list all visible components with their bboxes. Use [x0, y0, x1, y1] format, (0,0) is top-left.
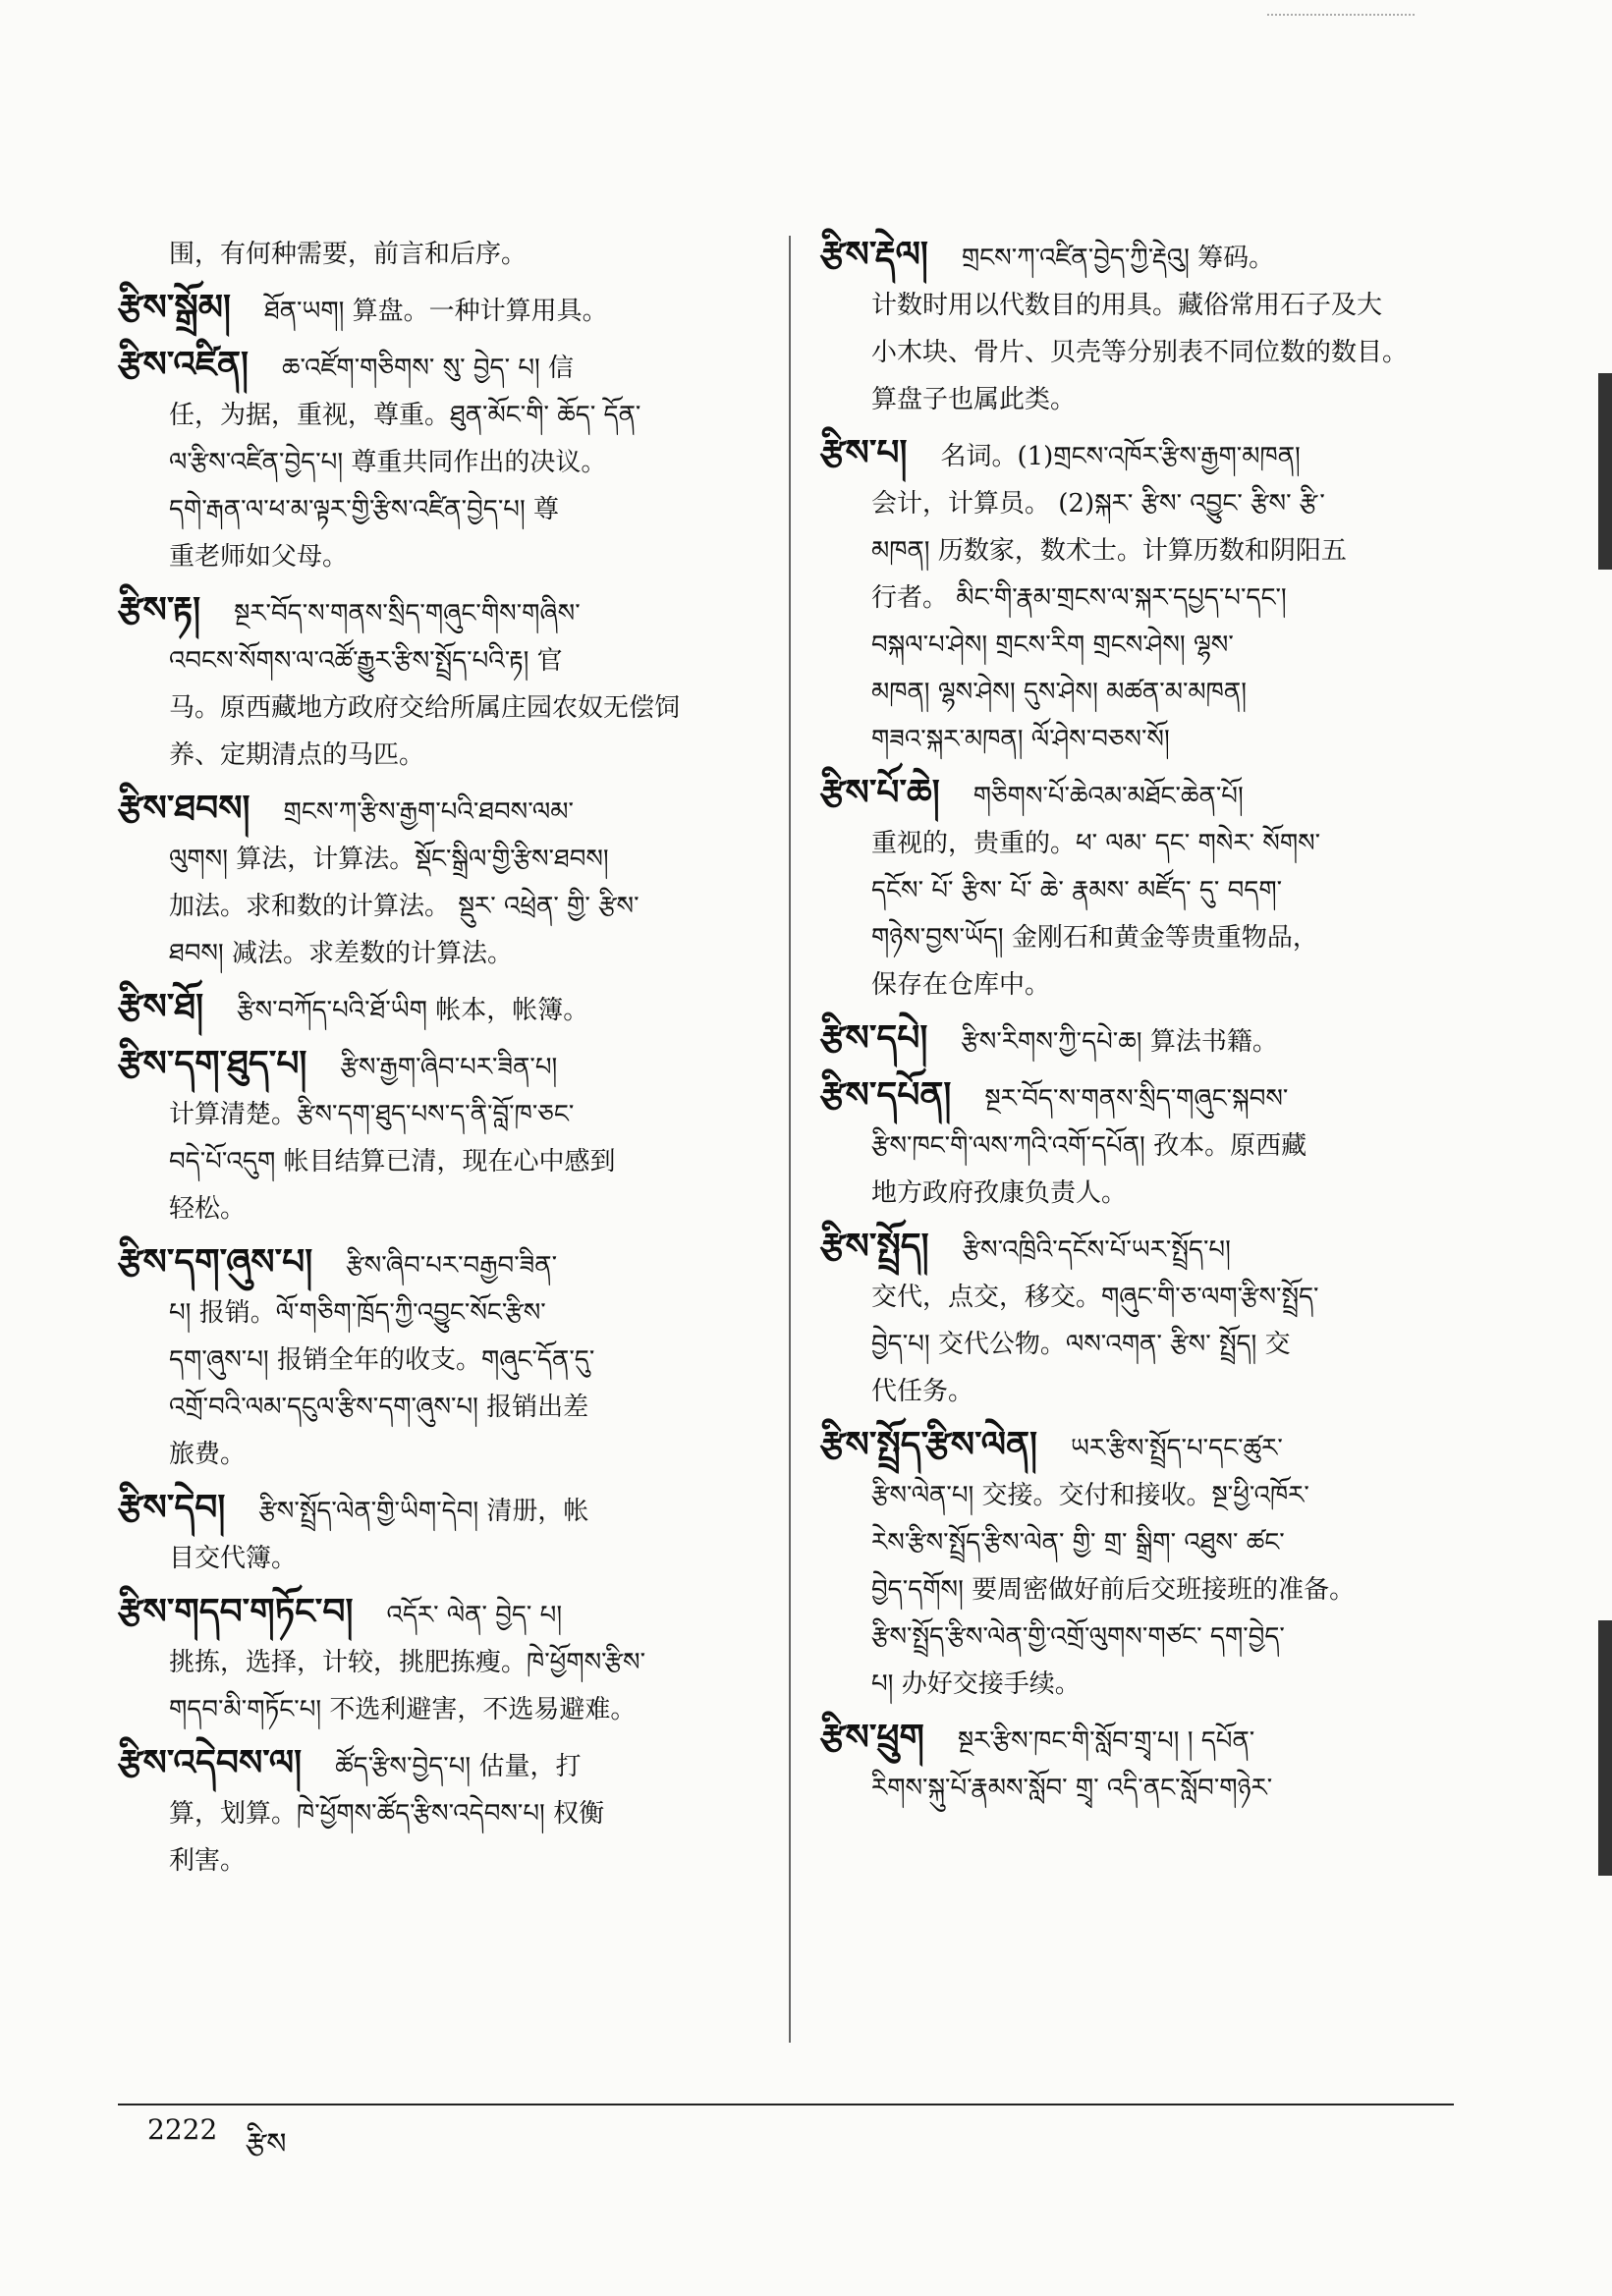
- entry-text: གཉེས་བྱས་ཡོད། 金刚石和黄金等贵重物品，: [871, 923, 1318, 953]
- entry-text: ཡར་རྩིས་སྤྲོད་པ་དང་ཚུར་: [1071, 1434, 1283, 1463]
- headword: རྩིས་སྤྲོད་རྩིས་ལེན།: [820, 1424, 1038, 1465]
- headword: རྩིས་པོ་ཆེ།: [820, 772, 940, 813]
- entry-text: 重老师如父母。: [169, 542, 349, 572]
- dictionary-entry: [820, 1071, 1469, 1217]
- entry-text: རྩིས་བཀོད་པའི་ཐོ་ཡིག 帐本，帐簿。: [237, 996, 589, 1025]
- entry-line: [118, 1337, 761, 1384]
- entry-line: [820, 574, 1469, 622]
- entry-text: 重视的，贵重的。ཕ་ ལམ་ དང་ གསེར་ སོགས་: [871, 829, 1321, 858]
- entry-text: རྩིས་སྤྲོད་ལེན་གྱི་ཡིག་དེབ། 清册，帐: [258, 1497, 589, 1526]
- entry-line: [118, 486, 761, 533]
- dictionary-entry: [820, 1714, 1469, 1812]
- headword: རྩིས་ཕྲུག: [820, 1717, 924, 1758]
- entry-line: [118, 341, 761, 392]
- entry-line: [118, 1040, 761, 1091]
- entry-line: [118, 1431, 761, 1478]
- entry-text: བསྐལ་པ་ཤེས། གྲངས་རིག གྲངས་ཤེས། ལྷས་: [871, 630, 1234, 660]
- entry-line: [820, 480, 1469, 527]
- entry-line: [118, 533, 761, 580]
- dictionary-entry: [820, 769, 1469, 1009]
- entry-line: [820, 1421, 1469, 1472]
- entry-text: 轻松。: [169, 1194, 247, 1224]
- entry-text: 行者。 མིང་གི་རྣམ་གྲངས་ལ་སྐར་དཔྱད་པ་དང་།: [871, 583, 1287, 613]
- entry-text: 围，有何种需要，前言和后序。: [169, 240, 528, 269]
- entry-line: [820, 1661, 1469, 1708]
- headword: རྩིས་སྒྲོམ།: [118, 287, 231, 328]
- dictionary-entry: [118, 1238, 761, 1478]
- entry-text: ཐོན་ཡག། 算盘。一种计算用具。: [263, 297, 608, 326]
- entry-text: བྱེད་དགོས། 要周密做好前后交班接班的准备。: [871, 1575, 1356, 1605]
- headword: རྩིས་དཔེ།: [820, 1017, 928, 1059]
- headword: རྩིས་ཐོ།: [118, 986, 204, 1027]
- entry-line: [820, 1170, 1469, 1217]
- scan-edge-mark: [1598, 373, 1612, 570]
- entry-text: པ། 报销。ལོ་གཅིག་ཁྲོད་ཀྱི་འབྱུང་སོང་རྩིས་: [169, 1298, 546, 1328]
- entry-text: 计数时用以代数目的用具。藏俗常用石子及大: [871, 291, 1383, 320]
- entry-text: 地方政府孜康负责人。: [871, 1178, 1128, 1208]
- entry-line: [820, 1765, 1469, 1812]
- entry-text: འགྲོ་བའི་ལམ་དངུལ་རྩིས་དག་ཞུས་པ། 报销出差: [169, 1393, 589, 1422]
- entry-line: [820, 1122, 1469, 1170]
- scan-artifact: [1267, 14, 1415, 16]
- dictionary-entry: [118, 785, 761, 977]
- dictionary-entry: [118, 341, 761, 580]
- scan-edge-mark: [1598, 1620, 1612, 1876]
- dictionary-entry: [820, 1421, 1469, 1708]
- dictionary-entry: [118, 1739, 761, 1885]
- entry-text: ཚོད་རྩིས་བྱེད་པ། 估量，打: [335, 1752, 582, 1781]
- entry-line: [118, 1639, 761, 1686]
- headword: རྩིས་སྤྲོད།: [820, 1226, 929, 1267]
- entry-line: [118, 1289, 761, 1337]
- entry-text: 小木块、骨片、贝壳等分别表不同位数的数目。: [871, 338, 1409, 367]
- entry-text: རྩིས་སྤྲོད་རྩིས་ལེན་གྱི་འགྲོ་ལུགས་གཙང་ དག་བྱེད་: [871, 1622, 1285, 1652]
- dictionary-entry: [820, 231, 1469, 423]
- running-head: རྩིས: [246, 2127, 287, 2161]
- entry-text: 名词。(1)གྲངས་འཁོར་རྩིས་རྒྱག་མཁན།: [940, 442, 1301, 471]
- footer-rule: [118, 2104, 1454, 2105]
- entry-line: [820, 1368, 1469, 1415]
- entry-line: [118, 1185, 761, 1232]
- entry-line: [118, 1739, 761, 1790]
- entry-line: [820, 1472, 1469, 1519]
- entry-text: 计算清楚。རྩིས་དག་ཐུད་པས་ད་ནི་བློ་ཁ་ཅང་: [169, 1100, 575, 1129]
- entry-line: [118, 1790, 761, 1837]
- entry-text: 目交代簿。: [169, 1544, 298, 1573]
- headword: རྩིས་ཐབས།: [118, 788, 250, 829]
- entry-text: རྩིས་ལེན་པ། 交接。交付和接收。སྔ་ཕྱི་འཁོར་: [871, 1481, 1309, 1510]
- entry-text: སྔར་བོད་ས་གནས་སྲིད་གཞུང་སྐབས་: [984, 1084, 1289, 1114]
- entry-line: [118, 684, 761, 732]
- entry-line: [820, 1714, 1469, 1765]
- entry-text: 马。原西藏地方政府交给所属庄园农奴无偿饲: [169, 693, 681, 723]
- entry-line: [820, 961, 1469, 1009]
- entry-text: འདོར་ ལེན་ བྱེད་ པ།: [386, 1601, 563, 1630]
- entry-text: རིགས་སྐུ་པོ་རྣམས་སློབ་ གྲྭ་ འདི་ནང་སློབ་གཉེར་: [871, 1774, 1273, 1803]
- headword: རྩིས་གདབ་གཏོང་བ།: [118, 1591, 354, 1632]
- entry-line: [820, 376, 1469, 423]
- entry-line: [118, 1384, 761, 1431]
- entry-line: [118, 930, 761, 977]
- entry-line: [820, 716, 1469, 763]
- entry-text: གཟའ་སྐར་མཁན། ལོ་ཤེས་བཅས་སོ།: [871, 725, 1170, 754]
- entry-text: ཐབས། 减法。求差数的计算法。: [169, 939, 513, 968]
- entry-line: [118, 1138, 761, 1185]
- column-divider: [789, 236, 791, 2043]
- headword: རྩིས་པ།: [820, 432, 908, 473]
- entry-text: ལ་རྩིས་འཛིན་བྱེད་པ། 尊重共同作出的决议。: [169, 448, 607, 477]
- entry-line: [820, 282, 1469, 329]
- entry-text: 算盘子也属此类。: [871, 385, 1077, 414]
- dictionary-entry: [820, 1014, 1469, 1066]
- left-column: [118, 231, 761, 1890]
- entry-text: 会计，计算员。 (2)སྐར་ རྩིས་ འབྱུང་ རྩིས་ རྩི་: [871, 489, 1325, 519]
- right-column: [820, 231, 1469, 1818]
- entry-line: [118, 983, 761, 1034]
- entry-text: གྲངས་ཀ་རྩིས་རྒྱག་པའི་ཐབས་ལམ་: [283, 797, 574, 827]
- dictionary-entry: [118, 983, 761, 1034]
- dictionary-entry: [820, 429, 1469, 763]
- entry-text: སྔར་བོད་ས་གནས་སྲིད་གཞུང་གིས་གཞིས་: [234, 599, 581, 629]
- entry-text: གཅིགས་པོ་ཆེའམ་མཐོང་ཆེན་པོ།: [973, 782, 1244, 811]
- headword: རྩིས་དག་ཞུས་པ།: [118, 1241, 313, 1283]
- entry-text: རྩིས་རིགས་ཀྱི་དཔེ་ཆ། 算法书籍。: [961, 1027, 1278, 1057]
- entry-text: དགེ་རྒན་ལ་ཕ་མ་ལྟར་གྱི་རྩིས་འཛིན་བྱེད་པ། 尊: [169, 495, 559, 524]
- entry-line: [118, 836, 761, 883]
- entry-line: [118, 439, 761, 486]
- headword: རྩིས་འཛིན།: [118, 344, 249, 385]
- entry-text: 任，为据，重视，尊重。ཐུན་མོང་གི་ ཆོད་ དོན་: [169, 401, 641, 430]
- entry-line: [118, 1837, 761, 1885]
- entry-line: [118, 732, 761, 779]
- entry-text: 挑拣，选择，计较，挑肥拣瘦。ཁེ་ཕྱོགས་རྩིས་: [169, 1648, 646, 1677]
- entry-text: འབངས་སོགས་ལ་འཚོ་རྒྱུར་རྩིས་སྤྲོད་པའི་རྟ། 官: [169, 646, 563, 676]
- entry-line: [118, 231, 761, 278]
- entry-line: [118, 284, 761, 335]
- entry-line: [118, 1238, 761, 1289]
- headword: རྩིས་འདེབས་ལ།: [118, 1742, 303, 1783]
- entry-text: མཁན། 历数家，数术士。计算历数和阴阳五: [871, 536, 1347, 566]
- entry-text: པ། 办好交接手续。: [871, 1669, 1081, 1699]
- entry-line: [820, 1566, 1469, 1613]
- entry-text: དག་ཞུས་པ། 报销全年的收支。གཞུང་དོན་དུ་: [169, 1345, 595, 1375]
- entry-line: [118, 883, 761, 930]
- headword: རྩིས་དེབ།: [118, 1487, 226, 1528]
- entry-text: 交代，点交，移交。གཞུང་གི་ཅ་ལག་རྩིས་སྤྲོད་: [871, 1283, 1319, 1312]
- entry-text: 利害。: [169, 1846, 247, 1876]
- entry-line: [118, 1588, 761, 1639]
- entry-text: 保存在仓库中。: [871, 970, 1051, 1000]
- entry-line: [820, 867, 1469, 914]
- headword: རྩིས་རྟ།: [118, 589, 201, 630]
- entry-text: དངོས་ པོ་ རྩིས་ པོ་ ཆེ་ རྣམས་ མཛོད་ དུ་ བདག་: [871, 876, 1283, 905]
- dictionary-entry: [118, 1588, 761, 1733]
- headword: རྩིས་རྡེལ།: [820, 234, 928, 275]
- entry-line: [820, 769, 1469, 820]
- entry-line: [820, 429, 1469, 480]
- entry-line: [820, 329, 1469, 376]
- entry-text: ལུགས། 算法，计算法。སྡོང་སྒྲིལ་གྱི་རྩིས་ཐབས།: [169, 845, 609, 874]
- dictionary-entry: [820, 1223, 1469, 1415]
- entry-text: རེས་རྩིས་སྤྲོད་རྩིས་ལེན་ གྱི་ གྲ་ སྒྲིག་ འཐུས་ ཚང་: [871, 1528, 1285, 1558]
- entry-text: གྲངས་ཀ་འཛིན་བྱེད་ཀྱི་རྡེའུ། 筹码。: [961, 244, 1275, 273]
- entry-line: [820, 1519, 1469, 1566]
- entry-text: བྱེད་པ། 交代公物。ལས་འགན་ རྩིས་ སྤྲོད། 交: [871, 1330, 1291, 1359]
- entry-line: [118, 1535, 761, 1582]
- entry-text: 算，划算。ཁེ་ཕྱོགས་ཚོད་རྩིས་འདེབས་པ། 权衡: [169, 1799, 605, 1829]
- entry-text: རྩིས་འཁྲིའི་དངོས་པོ་ཡར་སྤྲོད་པ།: [962, 1235, 1231, 1265]
- dictionary-entry: [118, 586, 761, 779]
- entry-text: ཆ་འཛོག་གཅིགས་ སུ་ བྱེད་ པ། 信: [281, 354, 575, 383]
- entry-line: [118, 785, 761, 836]
- entry-line: [118, 1686, 761, 1733]
- entry-line: [820, 231, 1469, 282]
- entry-line: [820, 622, 1469, 669]
- dictionary-entry: [118, 231, 761, 278]
- entry-text: རྩིས་ཁང་གི་ལས་ཀའི་འགོ་དཔོན། 孜本。原西藏: [871, 1131, 1307, 1161]
- entry-line: [820, 914, 1469, 961]
- entry-line: [118, 1484, 761, 1535]
- entry-text: རྩིས་རྒྱག་ཞིབ་པར་ཟིན་པ།: [340, 1053, 558, 1082]
- entry-line: [118, 1091, 761, 1138]
- entry-line: [820, 527, 1469, 574]
- dictionary-entry: [118, 284, 761, 335]
- entry-text: 旅费。: [169, 1440, 247, 1469]
- entry-text: 代任务。: [871, 1377, 974, 1406]
- page-number: 2222: [147, 2113, 218, 2146]
- entry-line: [820, 1071, 1469, 1122]
- entry-text: སྔར་རྩིས་ཁང་གི་སློབ་གྲྭ་པ། ། དཔོན་: [957, 1726, 1255, 1756]
- entry-line: [820, 820, 1469, 867]
- dictionary-entry: [118, 1040, 761, 1232]
- entry-line: [118, 586, 761, 637]
- entry-line: [820, 1613, 1469, 1661]
- entry-text: གདབ་མི་གཏོང་པ། 不选利避害，不选易避难。: [169, 1695, 637, 1724]
- entry-line: [118, 392, 761, 439]
- entry-text: བདེ་པོ་འདུག 帐目结算已清，现在心中感到: [169, 1147, 616, 1176]
- entry-text: 养、定期清点的马匹。: [169, 740, 425, 770]
- entry-text: 加法。求和数的计算法。 སྡུར་ འཕྲེན་ གྱི་ རྩིས་: [169, 892, 639, 921]
- entry-line: [118, 637, 761, 684]
- headword: རྩིས་དག་ཐུད་པ།: [118, 1043, 307, 1084]
- dictionary-entry: [118, 1484, 761, 1582]
- headword: རྩིས་དཔོན།: [820, 1074, 952, 1116]
- entry-text: མཁན། ལྷས་ཤེས། དུས་ཤེས། མཚན་མ་མཁན།: [871, 678, 1247, 707]
- entry-line: [820, 1274, 1469, 1321]
- entry-line: [820, 1223, 1469, 1274]
- entry-line: [820, 1321, 1469, 1368]
- entry-text: རྩིས་ཞིབ་པར་བརྒྱབ་ཟིན་: [346, 1251, 558, 1281]
- entry-line: [820, 669, 1469, 716]
- entry-line: [820, 1014, 1469, 1066]
